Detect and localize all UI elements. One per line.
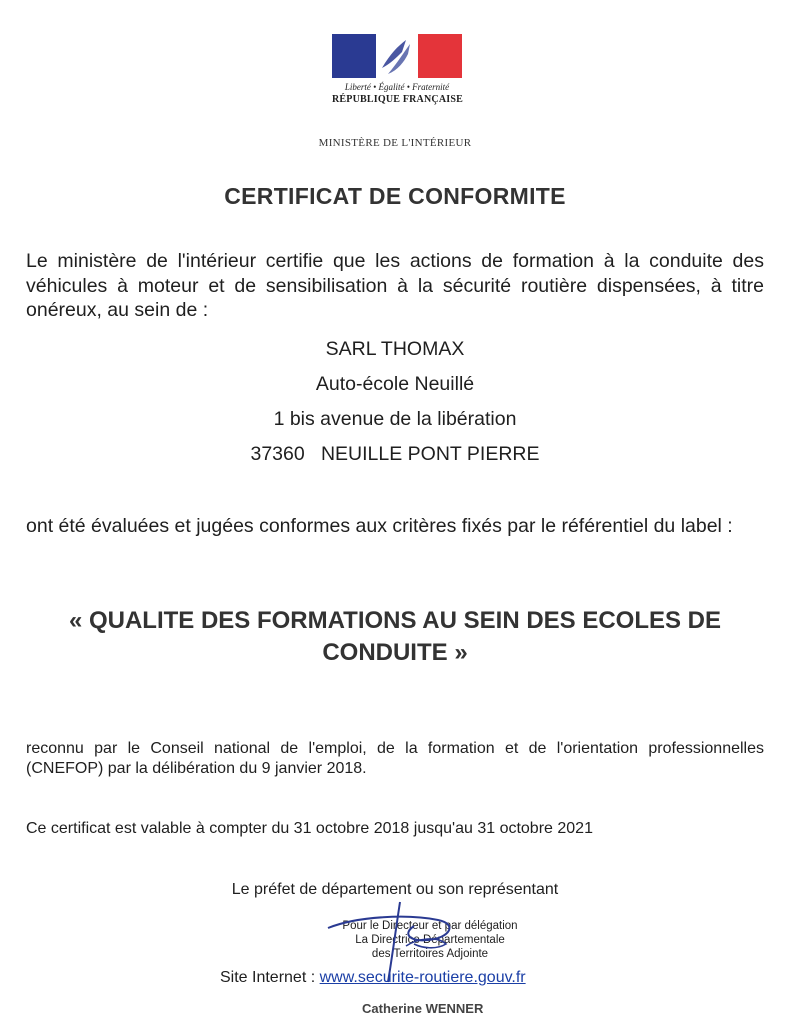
delegation-line: des Territoires Adjointe bbox=[371, 948, 489, 960]
prefet-line: Le préfet de département ou son représentant bbox=[231, 881, 559, 898]
republic-name: RÉPUBLIQUE FRANÇAISE bbox=[332, 94, 463, 105]
school-city: 37360 NEUILLE PONT PIERRE bbox=[250, 443, 540, 465]
recognition-paragraph: reconnu par le Conseil national de l'emploi, de la formation et de l'orientation professionnelles (CNEFOP) par la délibération du 9 janvier 2018. bbox=[26, 740, 764, 777]
ministry-name: MINISTÈRE DE L'INTÉRIEUR bbox=[318, 137, 472, 149]
delegation-line: La Directrice Départementale bbox=[355, 934, 505, 946]
signer-name: Catherine WENNER bbox=[362, 1001, 484, 1016]
republic-motto: Liberté • Égalité • Fraternité bbox=[344, 82, 450, 92]
delegation-line: Pour le Directeur et par délégation bbox=[342, 920, 518, 932]
evaluation-paragraph: ont été évaluées et jugées conformes aux critères fixés par le référentiel du label : bbox=[26, 515, 733, 537]
marianne-flag-icon bbox=[332, 34, 462, 78]
school-name: Auto-école Neuillé bbox=[315, 373, 475, 395]
website-label: Site Internet : bbox=[220, 969, 316, 986]
certificate-title: CERTIFICAT DE CONFORMITE bbox=[224, 183, 566, 209]
intro-paragraph: Le ministère de l'intérieur certifie que les actions de formation à la conduite des véhicules à moteur et de sensibilisation à la sécurité routière dispensées, à titre onéreux, au sein de : bbox=[26, 250, 764, 321]
website-line bbox=[220, 969, 526, 987]
republique-francaise-logo bbox=[332, 34, 462, 105]
validity-statement: Ce certificat est valable à compter du 31 octobre 2018 jusqu'au 31 octobre 2021 bbox=[26, 820, 593, 837]
school-street: 1 bis avenue de la libération bbox=[273, 408, 517, 430]
label-name: « QUALITE DES FORMATIONS AU SEIN DES ECOLES DE CONDUITE » bbox=[68, 607, 722, 666]
website-link[interactable]: www.securite-routiere.gouv.fr bbox=[319, 969, 526, 986]
school-company: SARL THOMAX bbox=[325, 338, 465, 360]
